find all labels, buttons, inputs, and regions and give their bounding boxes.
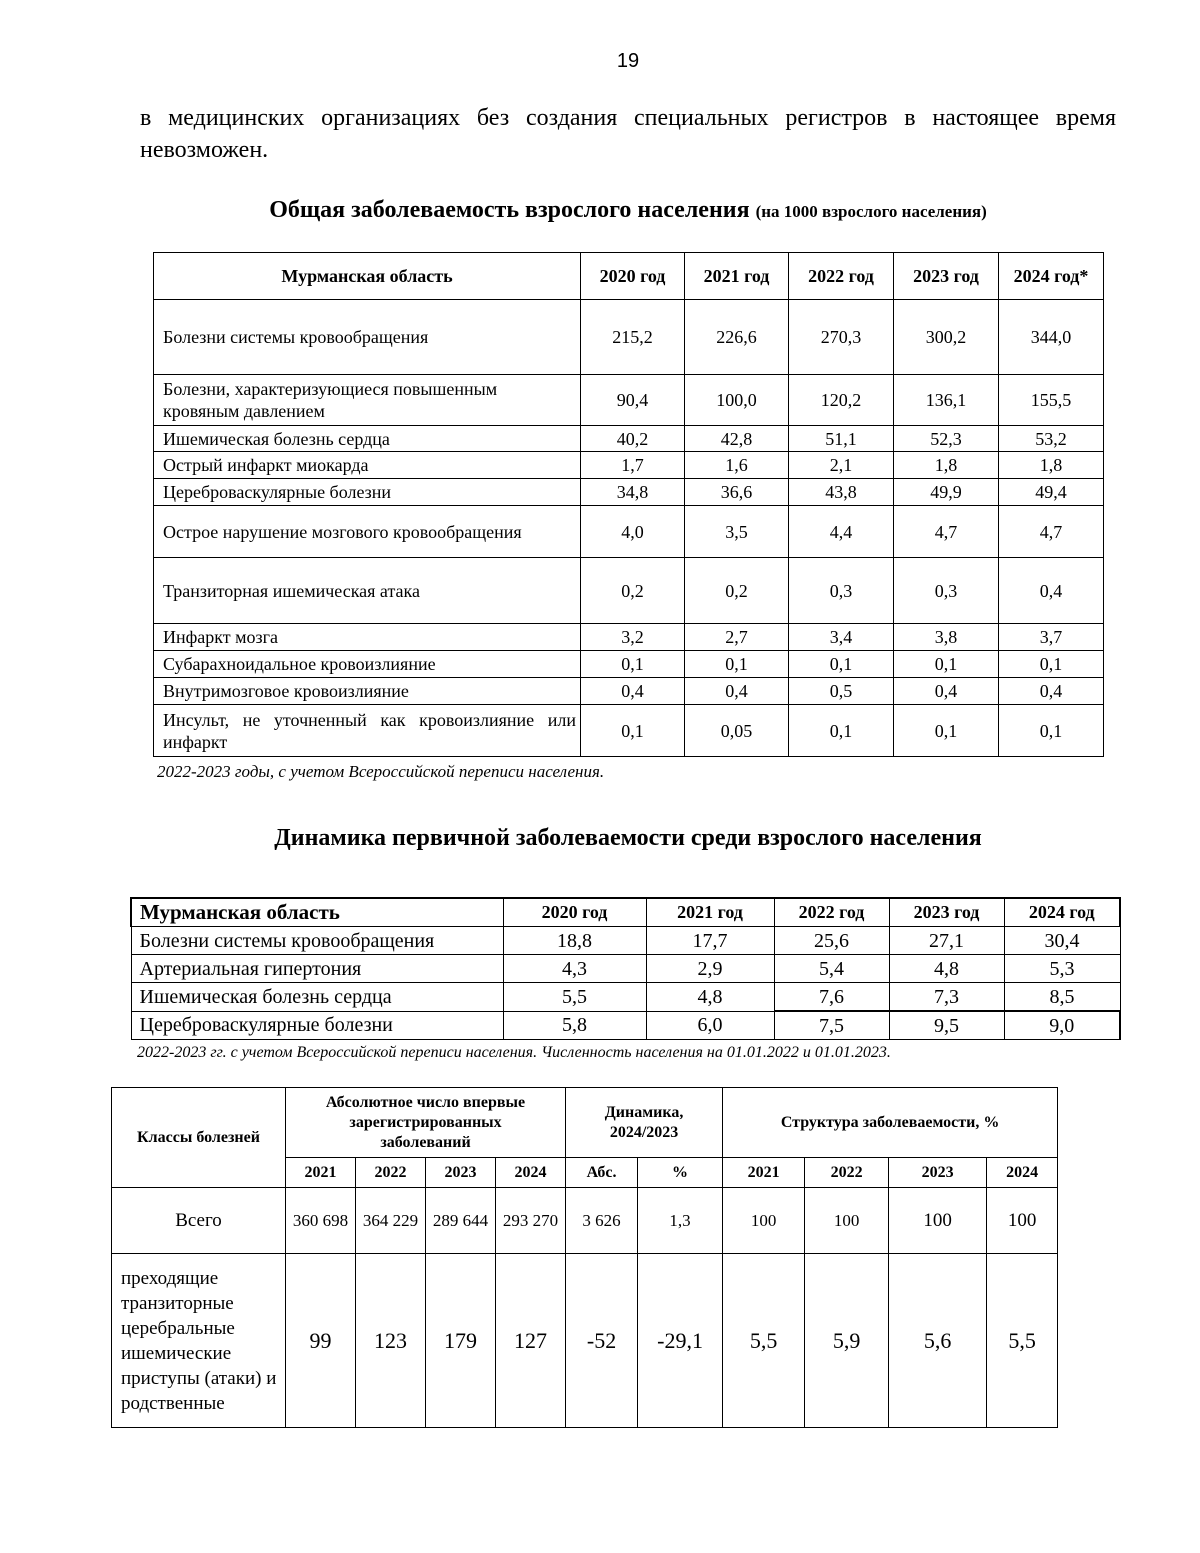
table-row <box>154 375 1104 426</box>
table-row <box>154 705 1104 757</box>
table-row <box>131 927 1120 955</box>
table-row <box>154 558 1104 624</box>
table-cell: 300,2 <box>894 300 999 375</box>
table-cell: 4,0 <box>581 506 685 558</box>
column-subheader: 2022 <box>805 1158 889 1188</box>
table-cell: 5,9 <box>805 1254 889 1428</box>
table2-title: Динамика первичной заболеваемости среди взрослого населения <box>274 825 982 851</box>
table-row <box>154 506 1104 558</box>
table-cell: -52 <box>566 1254 638 1428</box>
table-cell: 0,1 <box>789 705 894 757</box>
table-row <box>154 479 1104 506</box>
primary-morbidity-table <box>130 897 1121 1040</box>
table-cell: 215,2 <box>581 300 685 375</box>
table-row <box>154 452 1104 479</box>
table-cell: 5,5 <box>503 983 646 1012</box>
column-header: 2022 год <box>774 898 889 927</box>
table-cell: 5,6 <box>889 1254 987 1428</box>
table-cell: 0,3 <box>789 558 894 624</box>
table-cell: 2,1 <box>789 452 894 479</box>
table-cell: 0,4 <box>894 678 999 705</box>
table-cell: 3,5 <box>685 506 789 558</box>
table-cell: 8,5 <box>1004 983 1120 1012</box>
table-cell: 7,6 <box>774 983 889 1012</box>
disease-class-table <box>111 1087 1058 1428</box>
table-cell: 9,5 <box>889 1011 1004 1040</box>
column-header: Мурманская область <box>131 898 503 927</box>
table1-title-unit: (на 1000 взрослого населения) <box>755 202 987 221</box>
row-label: Инсульт, не уточненный как кровоизлияние или инфаркт <box>154 705 581 757</box>
row-label: Острое нарушение мозгового кровообращения <box>154 506 581 558</box>
table2-footnote: 2022-2023 гг. с учетом Всероссийской переписи населения. Численность населения на 01.01.2022 и 01.01.2023. <box>137 1044 891 1061</box>
table-cell: 99 <box>286 1254 356 1428</box>
column-header: 2023 год <box>894 253 999 300</box>
table-cell: 123 <box>356 1254 426 1428</box>
table-cell: 34,8 <box>581 479 685 506</box>
table-cell: 3,4 <box>789 624 894 651</box>
table-cell: 0,4 <box>999 558 1104 624</box>
row-label: Болезни системы кровообращения <box>154 300 581 375</box>
table-row <box>131 1011 1120 1040</box>
table-row <box>131 955 1120 983</box>
table-cell: 3 626 <box>566 1188 638 1254</box>
intro-paragraph: в медицинских организациях без создания специальных регистров в настоящее время невозможен. <box>140 105 1116 163</box>
column-header: Мурманская область <box>154 253 581 300</box>
row-label: Цереброваскулярные болезни <box>154 479 581 506</box>
row-label: Ишемическая болезнь сердца <box>131 983 503 1012</box>
column-header: Структура заболеваемости, % <box>723 1088 1058 1158</box>
table-cell: 0,4 <box>685 678 789 705</box>
table-cell: 100,0 <box>685 375 789 426</box>
column-header: Абсолютное число впервые зарегистрированных заболеваний <box>286 1088 566 1158</box>
table-cell: 364 229 <box>356 1188 426 1254</box>
row-label: Болезни системы кровообращения <box>131 927 503 955</box>
table1-title-main: Общая заболеваемость взрослого населения <box>269 197 750 223</box>
table-cell: 270,3 <box>789 300 894 375</box>
table-cell: 52,3 <box>894 426 999 452</box>
table-cell: 155,5 <box>999 375 1104 426</box>
table-cell: 1,6 <box>685 452 789 479</box>
table-cell: 30,4 <box>1004 927 1120 955</box>
table-cell: 0,1 <box>581 651 685 678</box>
table-cell: 2,7 <box>685 624 789 651</box>
table-cell: -29,1 <box>638 1254 723 1428</box>
table-cell: 5,5 <box>987 1254 1058 1428</box>
table-cell: 40,2 <box>581 426 685 452</box>
column-header: 2021 год <box>685 253 789 300</box>
column-header: 2022 год <box>789 253 894 300</box>
row-label: Инфаркт мозга <box>154 624 581 651</box>
table-cell: 100 <box>805 1188 889 1254</box>
table-cell: 5,3 <box>1004 955 1120 983</box>
table-row <box>131 983 1120 1012</box>
table-cell: 360 698 <box>286 1188 356 1254</box>
column-header: 2024 год <box>1004 898 1120 927</box>
table-cell: 43,8 <box>789 479 894 506</box>
column-header: 2020 год <box>581 253 685 300</box>
table-cell: 90,4 <box>581 375 685 426</box>
row-label: Субарахноидальное кровоизлияние <box>154 651 581 678</box>
table-cell: 289 644 <box>426 1188 496 1254</box>
table-cell: 0,1 <box>999 651 1104 678</box>
table-cell: 4,4 <box>789 506 894 558</box>
table-cell: 9,0 <box>1004 1011 1120 1040</box>
row-label: Артериальная гипертония <box>131 955 503 983</box>
table-cell: 100 <box>987 1188 1058 1254</box>
table-header-row <box>154 253 1104 300</box>
table-cell: 7,5 <box>774 1011 889 1040</box>
table-cell: 3,8 <box>894 624 999 651</box>
column-subheader: 2021 <box>286 1158 356 1188</box>
table-cell: 1,8 <box>999 452 1104 479</box>
table-cell: 293 270 <box>496 1188 566 1254</box>
table-cell: 0,1 <box>999 705 1104 757</box>
table-cell: 3,7 <box>999 624 1104 651</box>
table-cell: 18,8 <box>503 927 646 955</box>
table-cell: 7,3 <box>889 983 1004 1012</box>
table-cell: 136,1 <box>894 375 999 426</box>
table-row <box>154 624 1104 651</box>
row-label: Всего <box>112 1188 286 1254</box>
table1-footnote: 2022-2023 годы, с учетом Всероссийской переписи населения. <box>157 762 605 781</box>
table-cell: 1,3 <box>638 1188 723 1254</box>
table-header-row <box>131 898 1120 927</box>
table-cell: 25,6 <box>774 927 889 955</box>
table-cell: 5,5 <box>723 1254 805 1428</box>
table-row <box>154 426 1104 452</box>
table-cell: 4,3 <box>503 955 646 983</box>
table-cell: 226,6 <box>685 300 789 375</box>
table-row <box>154 678 1104 705</box>
column-header: 2021 год <box>646 898 774 927</box>
table-cell: 42,8 <box>685 426 789 452</box>
column-subheader: 2023 <box>426 1158 496 1188</box>
column-subheader: Абс. <box>566 1158 638 1188</box>
column-subheader: 2024 <box>987 1158 1058 1188</box>
table-row <box>112 1188 1058 1254</box>
column-subheader: 2022 <box>356 1158 426 1188</box>
column-header: 2024 год* <box>999 253 1104 300</box>
table-cell: 179 <box>426 1254 496 1428</box>
row-label: преходящие транзиторные церебральные ишемические приступы (атаки) и родственные <box>112 1254 286 1428</box>
table-cell: 0,1 <box>685 651 789 678</box>
table-cell: 5,4 <box>774 955 889 983</box>
column-header: Классы болезней <box>112 1088 286 1188</box>
table-cell: 0,2 <box>581 558 685 624</box>
table-cell: 49,9 <box>894 479 999 506</box>
row-label: Внутримозговое кровоизлияние <box>154 678 581 705</box>
row-label: Цереброваскулярные болезни <box>131 1011 503 1040</box>
table-cell: 1,8 <box>894 452 999 479</box>
table-cell: 127 <box>496 1254 566 1428</box>
table-row <box>154 651 1104 678</box>
table-cell: 0,05 <box>685 705 789 757</box>
column-header: Динамика, 2024/2023 <box>566 1088 723 1158</box>
table-cell: 49,4 <box>999 479 1104 506</box>
table-cell: 0,1 <box>789 651 894 678</box>
table-cell: 51,1 <box>789 426 894 452</box>
row-label: Острый инфаркт миокарда <box>154 452 581 479</box>
table-cell: 2,9 <box>646 955 774 983</box>
column-subheader: 2023 <box>889 1158 987 1188</box>
table-cell: 0,3 <box>894 558 999 624</box>
table-cell: 0,1 <box>894 651 999 678</box>
table-cell: 0,1 <box>894 705 999 757</box>
table-cell: 100 <box>889 1188 987 1254</box>
column-header: 2020 год <box>503 898 646 927</box>
row-label: Транзиторная ишемическая атака <box>154 558 581 624</box>
table-header-row <box>112 1088 1058 1158</box>
table-row <box>112 1254 1058 1428</box>
table-cell: 1,7 <box>581 452 685 479</box>
table-cell: 3,2 <box>581 624 685 651</box>
table-cell: 0,2 <box>685 558 789 624</box>
column-header: 2023 год <box>889 898 1004 927</box>
table-cell: 0,4 <box>999 678 1104 705</box>
column-subheader: % <box>638 1158 723 1188</box>
row-label: Болезни, характеризующиеся повышенным кровяным давлением <box>154 375 581 426</box>
table-cell: 120,2 <box>789 375 894 426</box>
table-cell: 6,0 <box>646 1011 774 1040</box>
table-cell: 0,1 <box>581 705 685 757</box>
table-cell: 344,0 <box>999 300 1104 375</box>
table-cell: 27,1 <box>889 927 1004 955</box>
general-morbidity-table <box>153 252 1104 757</box>
row-label: Ишемическая болезнь сердца <box>154 426 581 452</box>
column-subheader: 2021 <box>723 1158 805 1188</box>
table-cell: 53,2 <box>999 426 1104 452</box>
table1-title <box>140 197 1116 224</box>
table-cell: 0,5 <box>789 678 894 705</box>
table-cell: 4,7 <box>894 506 999 558</box>
table-cell: 5,8 <box>503 1011 646 1040</box>
table-cell: 17,7 <box>646 927 774 955</box>
table-cell: 0,4 <box>581 678 685 705</box>
table-cell: 4,8 <box>646 983 774 1012</box>
table-cell: 4,7 <box>999 506 1104 558</box>
table-cell: 36,6 <box>685 479 789 506</box>
table-cell: 4,8 <box>889 955 1004 983</box>
table-cell: 100 <box>723 1188 805 1254</box>
page-number: 19 <box>616 50 640 72</box>
table-row <box>154 300 1104 375</box>
column-subheader: 2024 <box>496 1158 566 1188</box>
